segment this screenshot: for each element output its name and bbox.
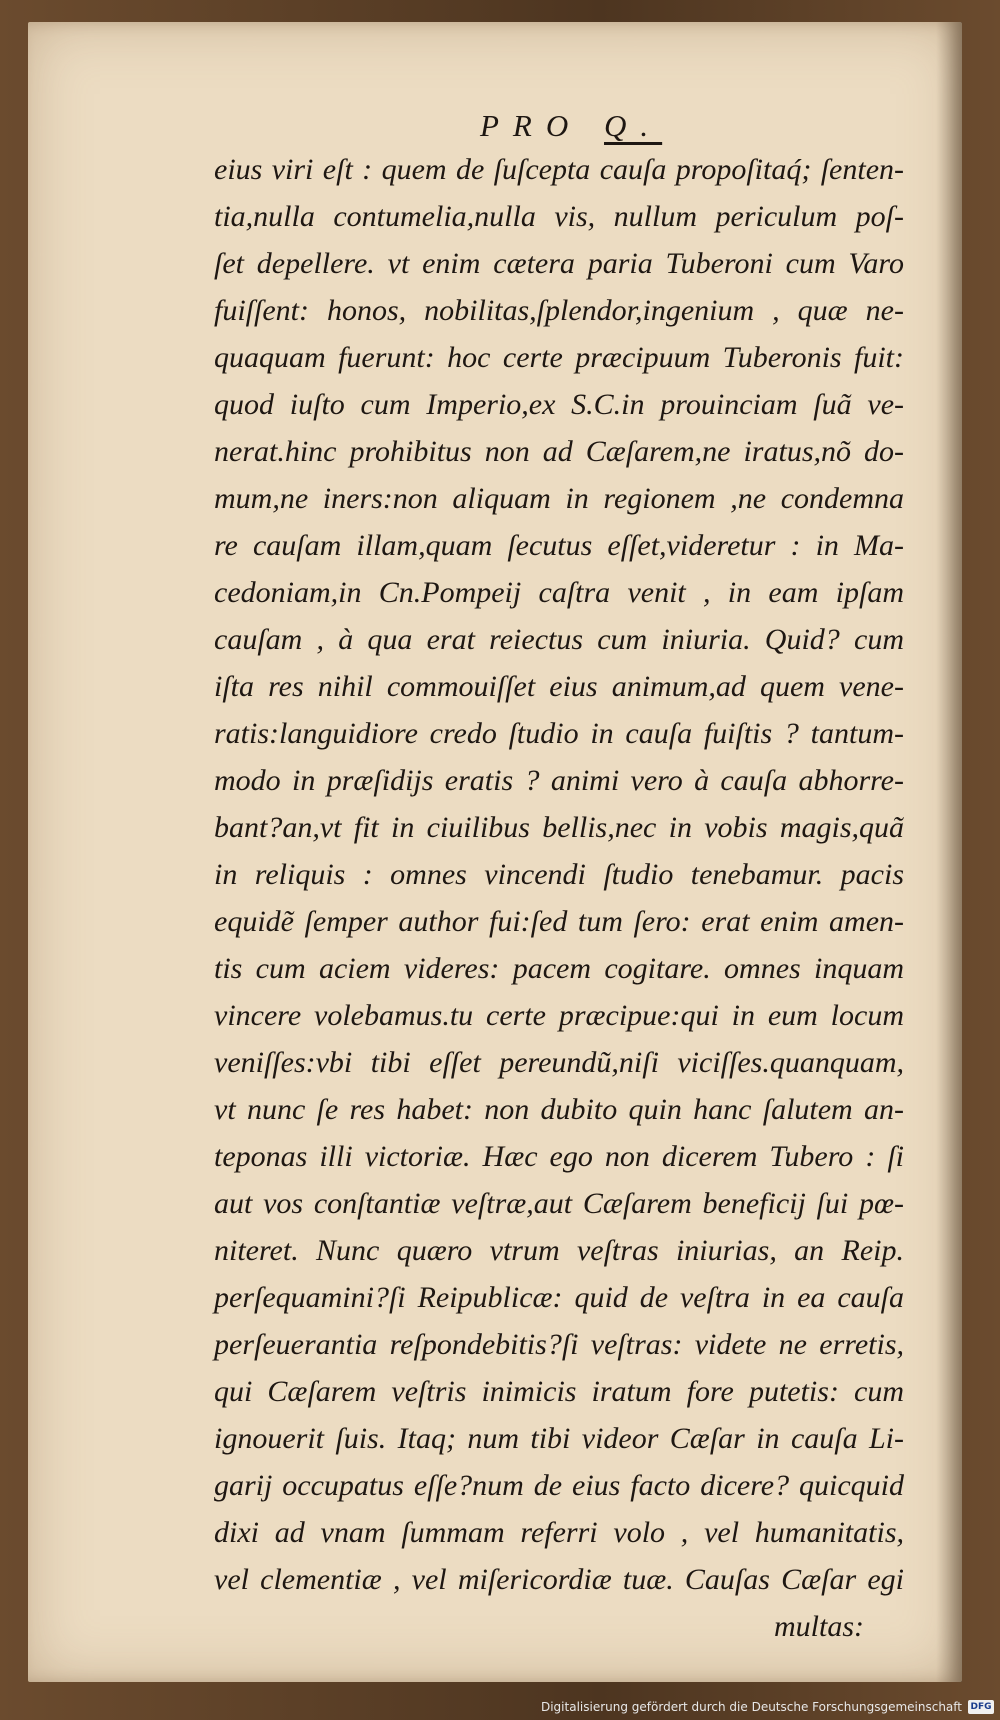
running-head-title: PRO — [480, 108, 583, 143]
body-text — [214, 146, 904, 1650]
text-line: ratis:languidiore credo ſtudio in cauſa fuiſtis ? tantum- — [214, 717, 904, 750]
text-line: garij occupatus eſſe?num de eius facto dicere? quicquid — [214, 1469, 904, 1502]
text-line: dixi ad vnam ſummam referri volo , vel humanitatis, — [214, 1516, 904, 1549]
text-line: quaquam fuerunt: hoc certe præcipuum Tuberonis fuit: — [214, 341, 904, 374]
text-line: ſet depellere. vt enim cætera paria Tuberoni cum Varo — [214, 247, 904, 280]
text-line: tis cum aciem videres: pacem cogitare. omnes inquam — [214, 952, 904, 985]
running-head-signature: Q. — [604, 108, 663, 143]
text-line: teponas illi victoriæ. Hæc ego non dicerem Tubero : ſi — [214, 1140, 904, 1173]
text-line: tia,nulla contumelia,nulla vis, nullum periculum poſ- — [214, 200, 904, 233]
text-line: aut vos conſtantiæ veſtræ,aut Cæſarem beneficij ſui pœ- — [214, 1187, 904, 1220]
credit-text: Digitalisierung gefördert durch die Deutsche Forschungsgemeinschaft — [540, 1700, 962, 1714]
text-line: nerat.hinc prohibitus non ad Cæſarem,ne iratus,nõ do- — [214, 435, 904, 468]
text-line: vincere volebamus.tu certe præcipue:qui in eum locum — [214, 999, 904, 1032]
page-gutter-shadow — [936, 22, 962, 1682]
digitization-credit — [541, 1698, 994, 1716]
text-line: niteret. Nunc quæro vtrum veſtras iniurias, an Reip. — [214, 1234, 904, 1267]
text-line: in reliquis : omnes vincendi ſtudio tenebamur. pacis — [214, 858, 904, 891]
text-line: cauſam , à qua erat reiectus cum iniuria. Quid? cum — [214, 623, 904, 656]
catchword: multas: — [774, 1610, 864, 1643]
text-line: mum,ne iners:non aliquam in regionem ,ne condemna — [214, 482, 904, 515]
dfg-logo-icon: DFG — [968, 1700, 994, 1714]
text-line: bant?an,vt fit in ciuilibus bellis,nec in vobis magis,quã — [214, 811, 904, 844]
text-line: qui Cæſarem veſtris inimicis iratum fore putetis: cum — [214, 1375, 904, 1408]
text-line: veniſſes:vbi tibi eſſet pereundũ,niſi viciſſes.quanquam, — [214, 1046, 904, 1079]
text-line: ignouerit ſuis. Itaq; num tibi videor Cæſar in cauſa Li- — [214, 1422, 904, 1455]
text-line: quod iuſto cum Imperio,ex S.C.in prouinciam ſuã ve- — [214, 388, 904, 421]
text-line: perſequamini?ſi Reipublicæ: quid de veſtra in ea cauſa — [214, 1281, 904, 1314]
text-line: vt nunc ſe res habet: non dubito quin hanc ſalutem an- — [214, 1093, 904, 1126]
text-line: cedoniam,in Cn.Pompeij caſtra venit , in eam ipſam — [214, 576, 904, 609]
text-line: iſta res nihil commouiſſet eius animum,ad quem vene- — [214, 670, 904, 703]
text-line: re cauſam illam,quam ſecutus eſſet,videretur : in Ma- — [214, 529, 904, 562]
text-line: perſeuerantia reſpondebitis?ſi veſtras: videte ne erretis, — [214, 1328, 904, 1361]
text-line: eius viri eſt : quem de ſuſcepta cauſa propoſitaq́; ſenten- — [214, 153, 904, 186]
text-line: fuiſſent: honos, nobilitas,ſplendor,ingenium , quæ ne- — [214, 294, 904, 327]
running-head — [480, 108, 662, 144]
text-line: modo in præſidijs eratis ? animi vero à cauſa abhorre- — [214, 764, 904, 797]
text-line: equidẽ ſemper author fui:ſed tum ſero: erat enim amen- — [214, 905, 904, 938]
text-line: vel clementiæ , vel miſericordiæ tuæ. Cauſas Cæſar egi — [214, 1563, 904, 1596]
